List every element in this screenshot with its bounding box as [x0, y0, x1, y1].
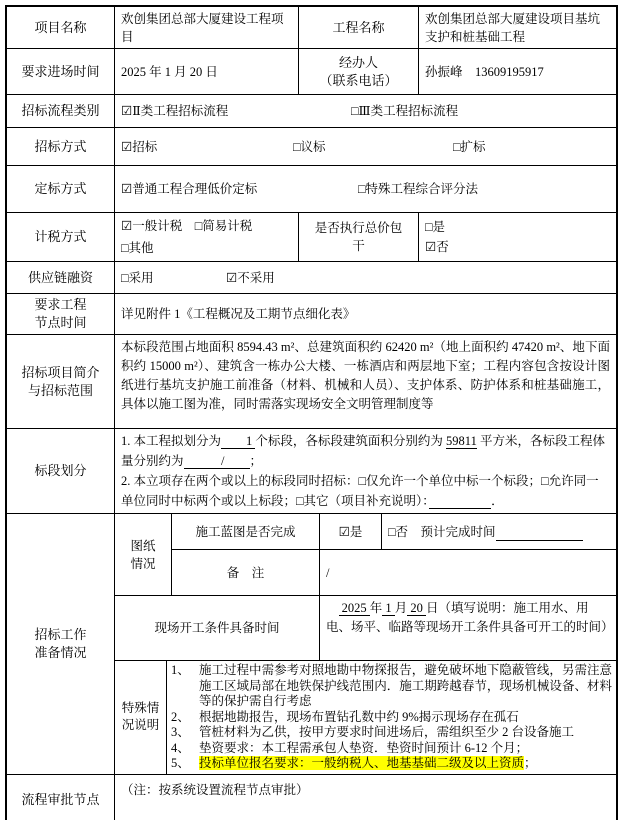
checkbox-lump-sum-no: ☑否 [425, 240, 449, 254]
drawing-status-block [115, 514, 616, 596]
special-notes-row [115, 661, 616, 774]
checkbox-adopt: □采用 [121, 270, 154, 285]
project-name-label: 项目名称 [7, 7, 115, 48]
special-note-item [171, 663, 612, 710]
approval-node-label: 流程审批节点 [7, 775, 115, 820]
row-bid-preparation [7, 514, 616, 775]
special-note-text: 根据地勘报告，现场布置钻孔数中约 9%揭示现场存在孤石 [199, 709, 519, 724]
special-note-number: 1、 [171, 663, 190, 677]
lot-division-line1: 1. 本工程拟划分为 1 个标段，各标段建筑面积分别约为 59811 平方米，各标段工程体量分别约为 / ； [121, 434, 605, 468]
blueprint-question: 施工蓝图是否完成 [172, 514, 320, 549]
special-note-item [171, 741, 612, 757]
bid-preparation-label: 招标工作 准备情况 [7, 514, 115, 774]
special-note-item [171, 725, 612, 741]
checkbox-general-tax: ☑一般计税 □简易计税 [121, 219, 253, 233]
special-note-item [171, 756, 612, 772]
special-note-text: 施工过程中需参考对照地勘中物探报告，避免破坏地下隐蔽管线，另需注意施工区域局部在地铁保护线范围内．施工期跨越春节，现场机械设备、材料等的保护需自行考虑 [199, 663, 612, 708]
supply-chain-finance-label: 供应链融资 [7, 262, 115, 293]
node-time-value: 详见附件 1《工程概况及工期节点细化表》 [121, 307, 356, 321]
bid-method-options [115, 128, 616, 165]
remark-row [172, 550, 616, 595]
project-name-value: 欢创集团总部大厦建设工程项目 [115, 7, 299, 48]
node-time-label: 要求工程 节点时间 [7, 294, 115, 334]
row-project-name [7, 7, 616, 49]
special-note-number: 2、 [171, 709, 190, 724]
lot-division-line2: 2. 本立项存在两个或以上的标段同时招标：□仅允许一个单位中标一个标段；□允许同一单位同时中标两个或以上标段；□其它（项目补充说明）： ． [121, 474, 599, 508]
row-entry-time [7, 49, 616, 95]
row-tax-method [7, 213, 616, 262]
engineering-name-value: 欢创集团总部大厦建设项目基坑支护和桩基础工程 [425, 11, 601, 44]
bid-preparation-detail [115, 514, 616, 774]
checkbox-open-bid: ☑招标 [121, 139, 158, 154]
special-notes-list [167, 661, 616, 774]
special-note-text: 投标单位报名要求：一般纳税人、地基基础二级及以上资质； [199, 756, 537, 770]
checkbox-ordinary-lowprice: ☑普通工程合理低价定标 [121, 182, 258, 196]
lot-division-value [115, 429, 616, 513]
entry-time-label: 要求进场时间 [7, 49, 115, 94]
row-bid-process-type [7, 95, 616, 128]
row-bid-method [7, 128, 616, 166]
checkbox-special-scoring: □特殊工程综合评分法 [358, 182, 479, 196]
bid-process-type-options [115, 95, 616, 127]
lot-division-label: 标段划分 [7, 429, 115, 513]
checkbox-not-adopt: ☑不采用 [226, 270, 275, 285]
site-ready-row [115, 596, 616, 661]
special-note-text: 管桩材料为乙供，按甲方要求时间进场后，需组织至少 2 台设备施工 [199, 725, 575, 739]
special-note-item [171, 710, 612, 726]
special-note-number: 5、 [171, 756, 190, 770]
bid-process-type-label: 招标流程类别 [7, 95, 115, 127]
special-note-text: 垫资要求：本工程需承包人垫资．垫资时间预计 6-12 个月； [199, 740, 529, 755]
site-ready-label: 现场开工条件具备时间 [115, 596, 320, 660]
approval-node-value: （注：按系统设置流程节点审批） [121, 782, 309, 797]
row-lot-division [7, 429, 616, 514]
entry-time-value: 2025 年 1 月 20 日 [115, 49, 299, 94]
supply-chain-finance-options [115, 262, 616, 293]
lump-sum-options [419, 213, 616, 261]
row-award-method [7, 166, 616, 213]
award-method-label: 定标方式 [7, 166, 115, 212]
engineering-name-label: 工程名称 [299, 7, 419, 48]
project-intro-label: 招标项目简介 与招标范围 [7, 335, 115, 428]
award-method-options [115, 166, 616, 212]
handler-value: 孙振峰 13609195917 [425, 64, 544, 79]
checkbox-class2-process: ☑Ⅱ类工程招标流程 [121, 104, 229, 118]
row-project-intro [7, 335, 616, 429]
tax-method-label: 计税方式 [7, 213, 115, 261]
checkbox-class3-process: □Ⅲ类工程招标流程 [351, 104, 459, 118]
checkbox-other-tax: □其他 [121, 241, 154, 255]
project-intro-value: 本标段范围占地面积 8594.43 m²、总建筑面积约 62420 m²（地上面积约 47420 m²、地下面积约 15000 m²）、建筑含一栋办公大楼、一栋酒店和两层地下室；工程内容包含按设计图纸进行基坑支护施工前准备（材料、机械和人员）、支护体系、防护体系和桩基础施工，具体以施工图为准，同时需落实现场安全文明管理制度等 [121, 340, 610, 411]
checkbox-negotiated-bid: □议标 [293, 139, 326, 154]
row-approval-node [7, 775, 616, 820]
drawing-status-label: 图纸 情况 [115, 514, 172, 595]
special-note-number: 4、 [171, 740, 190, 755]
handler-label: 经办人 （联系电话） [299, 49, 419, 94]
remark-label: 备 注 [172, 550, 320, 595]
site-ready-value: 2025 年 1 月 20 日（填写说明：施工用水、用电、场平、临路等现场开工条件具备可开工的时间） [326, 601, 614, 634]
checkbox-blueprint-yes: ☑是 [320, 514, 382, 549]
tax-method-options [115, 213, 299, 261]
lump-sum-label: 是否执行总价包干 [299, 213, 419, 261]
row-node-time [7, 294, 616, 335]
remark-value: / [326, 565, 330, 580]
checkbox-expanded-bid: □扩标 [453, 139, 486, 154]
checkbox-lump-sum-yes: □是 [425, 220, 446, 234]
special-note-number: 3、 [171, 725, 190, 739]
row-supply-chain-finance [7, 262, 616, 294]
bidding-form-table [5, 5, 618, 820]
checkbox-blueprint-no: □否 预计完成时间 [382, 514, 616, 549]
special-notes-label: 特殊情况说明 [115, 661, 167, 774]
bid-method-label: 招标方式 [7, 128, 115, 165]
blueprint-row [172, 514, 616, 550]
